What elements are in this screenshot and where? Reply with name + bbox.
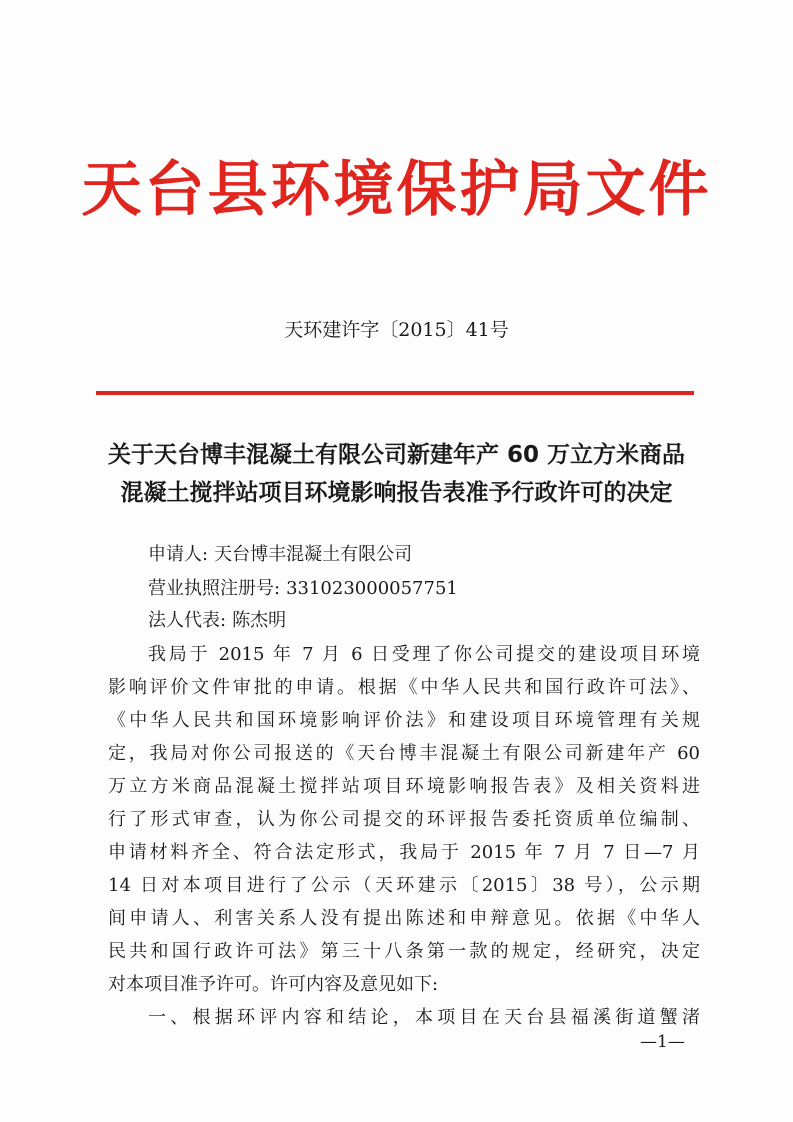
body-line: 行了形式审查，认为你公司提交的环评报告委托资质单位编制、 xyxy=(108,809,700,830)
issuing-authority-title: 天台县环境保护局文件 xyxy=(81,155,712,225)
license-value: 331023000057751 xyxy=(286,578,458,599)
legal-rep-label: 法人代表: xyxy=(148,610,227,631)
body-line: 民共和国行政许可法》第三十八条第一款的规定，经研究，决定 xyxy=(108,941,700,962)
body-line: 万立方米商品混凝土搅拌站项目环境影响报告表》及相关资料进 xyxy=(108,776,700,797)
license-label: 营业执照注册号: xyxy=(148,578,281,599)
body-line: 定，我局对你公司报送的《天台博丰混凝土有限公司新建年产 60 xyxy=(108,743,700,764)
body-line: 申请材料齐全、符合法定形式，我局于 2015 年 7 月 7 日—7 月 xyxy=(108,842,700,863)
legal-rep-value: 陈杰明 xyxy=(232,610,287,631)
applicant-label: 申请人: xyxy=(148,544,209,565)
license-field xyxy=(148,574,458,604)
body-line: 一、根据环评内容和结论，本项目在天台县福溪街道蟹渚 xyxy=(148,1007,700,1028)
legal-rep-field xyxy=(148,606,286,636)
document-number: 天环建许字〔2015〕41号 xyxy=(284,319,509,341)
red-divider-rule xyxy=(96,391,694,395)
applicant-value: 天台博丰混凝土有限公司 xyxy=(214,544,413,565)
applicant-field xyxy=(148,540,412,570)
body-line: 14 日对本项目进行了公示（天环建示〔2015〕38 号），公示期 xyxy=(108,875,700,896)
decision-title-line-2: 混凝土搅拌站项目环境影响报告表准予行政许可的决定 xyxy=(120,480,673,506)
body-line: 我局于 2015 年 7 月 6 日受理了你公司提交的建设项目环境 xyxy=(148,644,700,665)
decision-title-line-1: 关于天台博丰混凝土有限公司新建年产 60 万立方米商品 xyxy=(107,442,686,468)
body-line: 间申请人、利害关系人没有提出陈述和申辩意见。依据《中华人 xyxy=(108,908,700,929)
body-line: 影响评价文件审批的申请。根据《中华人民共和国行政许可法》、 xyxy=(108,677,700,698)
page-number: —1— xyxy=(640,1032,685,1052)
body-line: 《中华人民共和国环境影响评价法》和建设项目环境管理有关规 xyxy=(108,710,700,731)
body-line: 对本项目准予许可。许可内容及意见如下: xyxy=(108,974,439,995)
